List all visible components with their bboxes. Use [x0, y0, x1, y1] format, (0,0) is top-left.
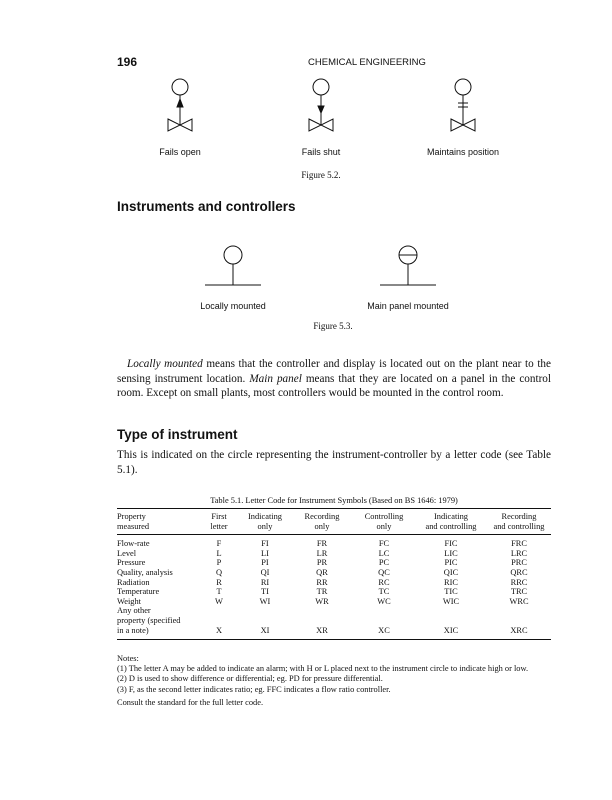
- notes-heading: Notes:: [117, 654, 139, 663]
- table-cell: WIC: [442, 596, 460, 606]
- table-cell: PRC: [511, 558, 527, 568]
- table-cell: TI: [261, 587, 269, 597]
- table-notes: [117, 654, 551, 708]
- label-fails-open: Fails open: [159, 147, 201, 157]
- main-panel-mounted-symbol: [380, 246, 436, 285]
- table-row: [117, 568, 551, 578]
- table-cell: XR: [291, 626, 353, 640]
- figure-5-3-diagram: [0, 0, 612, 300]
- table-cell: PC: [378, 558, 390, 568]
- table-cell: T: [216, 587, 222, 597]
- table-cell: [239, 606, 291, 616]
- note-1: (1) The letter A may be added to indicate an alarm; with H or L placed next to the instrument circle to indicate high or low.: [117, 664, 529, 674]
- table-cell: XI: [239, 626, 291, 640]
- figure-5-3-caption: Figure 5.3.: [313, 321, 353, 331]
- table-cell: XRC: [487, 626, 551, 640]
- header-recording-only: Recording only: [291, 509, 353, 535]
- table-cell: QRC: [510, 567, 528, 577]
- table-cell: [487, 606, 551, 616]
- table-row: [117, 616, 551, 626]
- page-number: 196: [117, 55, 138, 69]
- table-cell: [291, 606, 353, 616]
- table-cell: [353, 616, 415, 626]
- table-cell: [199, 606, 239, 616]
- label-main-panel-mounted: Main panel mounted: [367, 301, 449, 311]
- paragraph-mounting-text-2: means that they are located on a panel in the control room. Except on small plants, most controllers would be mounted in the control room.: [117, 372, 552, 399]
- table-cell: RC: [378, 577, 390, 587]
- header-recording-and-controlling: Recording and controlling: [487, 509, 551, 535]
- paragraph-letter-code: This is indicated on the circle representing the instrument-controller by a letter code (see Table 5.1).: [117, 449, 551, 476]
- letter-code-table: [117, 508, 551, 640]
- header-indicating-and-controlling: Indicating and controlling: [415, 509, 487, 535]
- table-cell: RI: [260, 577, 270, 587]
- table-cell-property: Temperature: [117, 587, 160, 597]
- header-first-letter: First letter: [199, 509, 239, 535]
- table-cell: WI: [259, 596, 271, 606]
- term-locally-mounted: Locally mounted: [127, 358, 203, 370]
- header-controlling-only: Controlling only: [353, 509, 415, 535]
- header-indicating-only: Indicating only: [239, 509, 291, 535]
- table-cell: [415, 616, 487, 626]
- table-cell: PI: [261, 558, 269, 568]
- table-cell: QI: [260, 567, 270, 577]
- table-cell: LI: [261, 548, 269, 558]
- table-cell: RIC: [444, 577, 458, 587]
- table-row: [117, 626, 551, 640]
- table-cell-property: Any other: [117, 606, 151, 616]
- table-row: [117, 549, 551, 559]
- label-maintains-position: Maintains position: [426, 147, 500, 157]
- locally-mounted-symbol: [205, 246, 261, 285]
- table-cell: P: [216, 558, 222, 568]
- table-cell-property: in a note): [117, 626, 199, 640]
- table-cell: QR: [316, 567, 328, 577]
- table-title: Table 5.1. Letter Code for Instrument Symbols (Based on BS 1646: 1979): [210, 496, 458, 505]
- note-2: (2) D is used to show difference or differential; eg. PD for pressure differential.: [117, 674, 383, 684]
- table-cell: [415, 606, 487, 616]
- table-cell: [239, 616, 291, 626]
- paragraph-mounting: [117, 357, 551, 401]
- figure-5-2-caption: Figure 5.2.: [301, 170, 341, 180]
- table-cell: LRC: [510, 548, 528, 558]
- table-cell-property: Weight: [117, 596, 141, 606]
- table-row: [117, 597, 551, 607]
- table-cell: FIC: [444, 539, 458, 549]
- note-3: (3) F, as the second letter indicates ratio; eg. FFC indicates a flow ratio controller.: [117, 684, 391, 694]
- table-cell-property: Pressure: [117, 558, 146, 568]
- notes-footer: Consult the standard for the full letter code.: [117, 697, 264, 707]
- table-cell: TC: [378, 587, 390, 597]
- table-cell: XC: [353, 626, 415, 640]
- table-cell: LR: [316, 548, 328, 558]
- table-cell: RR: [316, 577, 328, 587]
- table-cell: FI: [261, 539, 269, 549]
- table-cell: FRC: [511, 539, 527, 549]
- table-cell: Q: [215, 567, 223, 577]
- table-cell: L: [216, 548, 222, 558]
- table-row: [117, 558, 551, 568]
- table-cell: TIC: [444, 587, 458, 597]
- table-cell: WRC: [509, 596, 529, 606]
- table-row: [117, 578, 551, 588]
- label-fails-shut: Fails shut: [301, 147, 341, 157]
- table-cell: XIC: [415, 626, 487, 640]
- table-cell: FR: [316, 539, 328, 549]
- table-cell: LIC: [444, 548, 458, 558]
- table-cell: R: [216, 577, 222, 587]
- table-row: [117, 535, 551, 549]
- table-cell: [487, 616, 551, 626]
- table-cell: QIC: [443, 567, 459, 577]
- table-cell: [199, 616, 239, 626]
- table-cell: RRC: [510, 577, 528, 587]
- header-property: Property measured: [117, 509, 199, 535]
- table-cell: PIC: [444, 558, 458, 568]
- table-cell: WC: [377, 596, 391, 606]
- heading-type-of-instrument: Type of instrument: [117, 427, 238, 442]
- table-cell: WR: [315, 596, 329, 606]
- table-row: [117, 606, 551, 616]
- table-row: [117, 587, 551, 597]
- table-cell: [353, 606, 415, 616]
- table-cell: PR: [316, 558, 328, 568]
- table-header-row: [117, 509, 551, 535]
- table-cell-property: Flow-rate: [117, 539, 150, 549]
- table-cell: QC: [378, 567, 390, 577]
- table-cell: X: [199, 626, 239, 640]
- table-cell: FC: [378, 539, 390, 549]
- table-cell: TRC: [510, 587, 528, 597]
- table-cell: LC: [378, 548, 390, 558]
- paragraph-mounting-text-1: means that the controller and display is located out on the plant near to the sensing instrument location.: [117, 358, 551, 385]
- table-cell-property: Level: [117, 548, 137, 558]
- term-main-panel: Main panel: [249, 372, 302, 385]
- table-cell: [291, 616, 353, 626]
- label-locally-mounted: Locally mounted: [200, 301, 266, 311]
- table-cell-property: Quality, analysis: [117, 567, 173, 577]
- table-cell: TR: [316, 587, 328, 597]
- table-cell: F: [216, 539, 222, 549]
- table-cell-property: Radiation: [117, 577, 150, 587]
- table-cell-property: property (specified: [117, 615, 181, 625]
- heading-instruments-and-controllers: Instruments and controllers: [117, 199, 296, 214]
- running-title: CHEMICAL ENGINEERING: [308, 57, 426, 68]
- table-cell: W: [215, 596, 223, 606]
